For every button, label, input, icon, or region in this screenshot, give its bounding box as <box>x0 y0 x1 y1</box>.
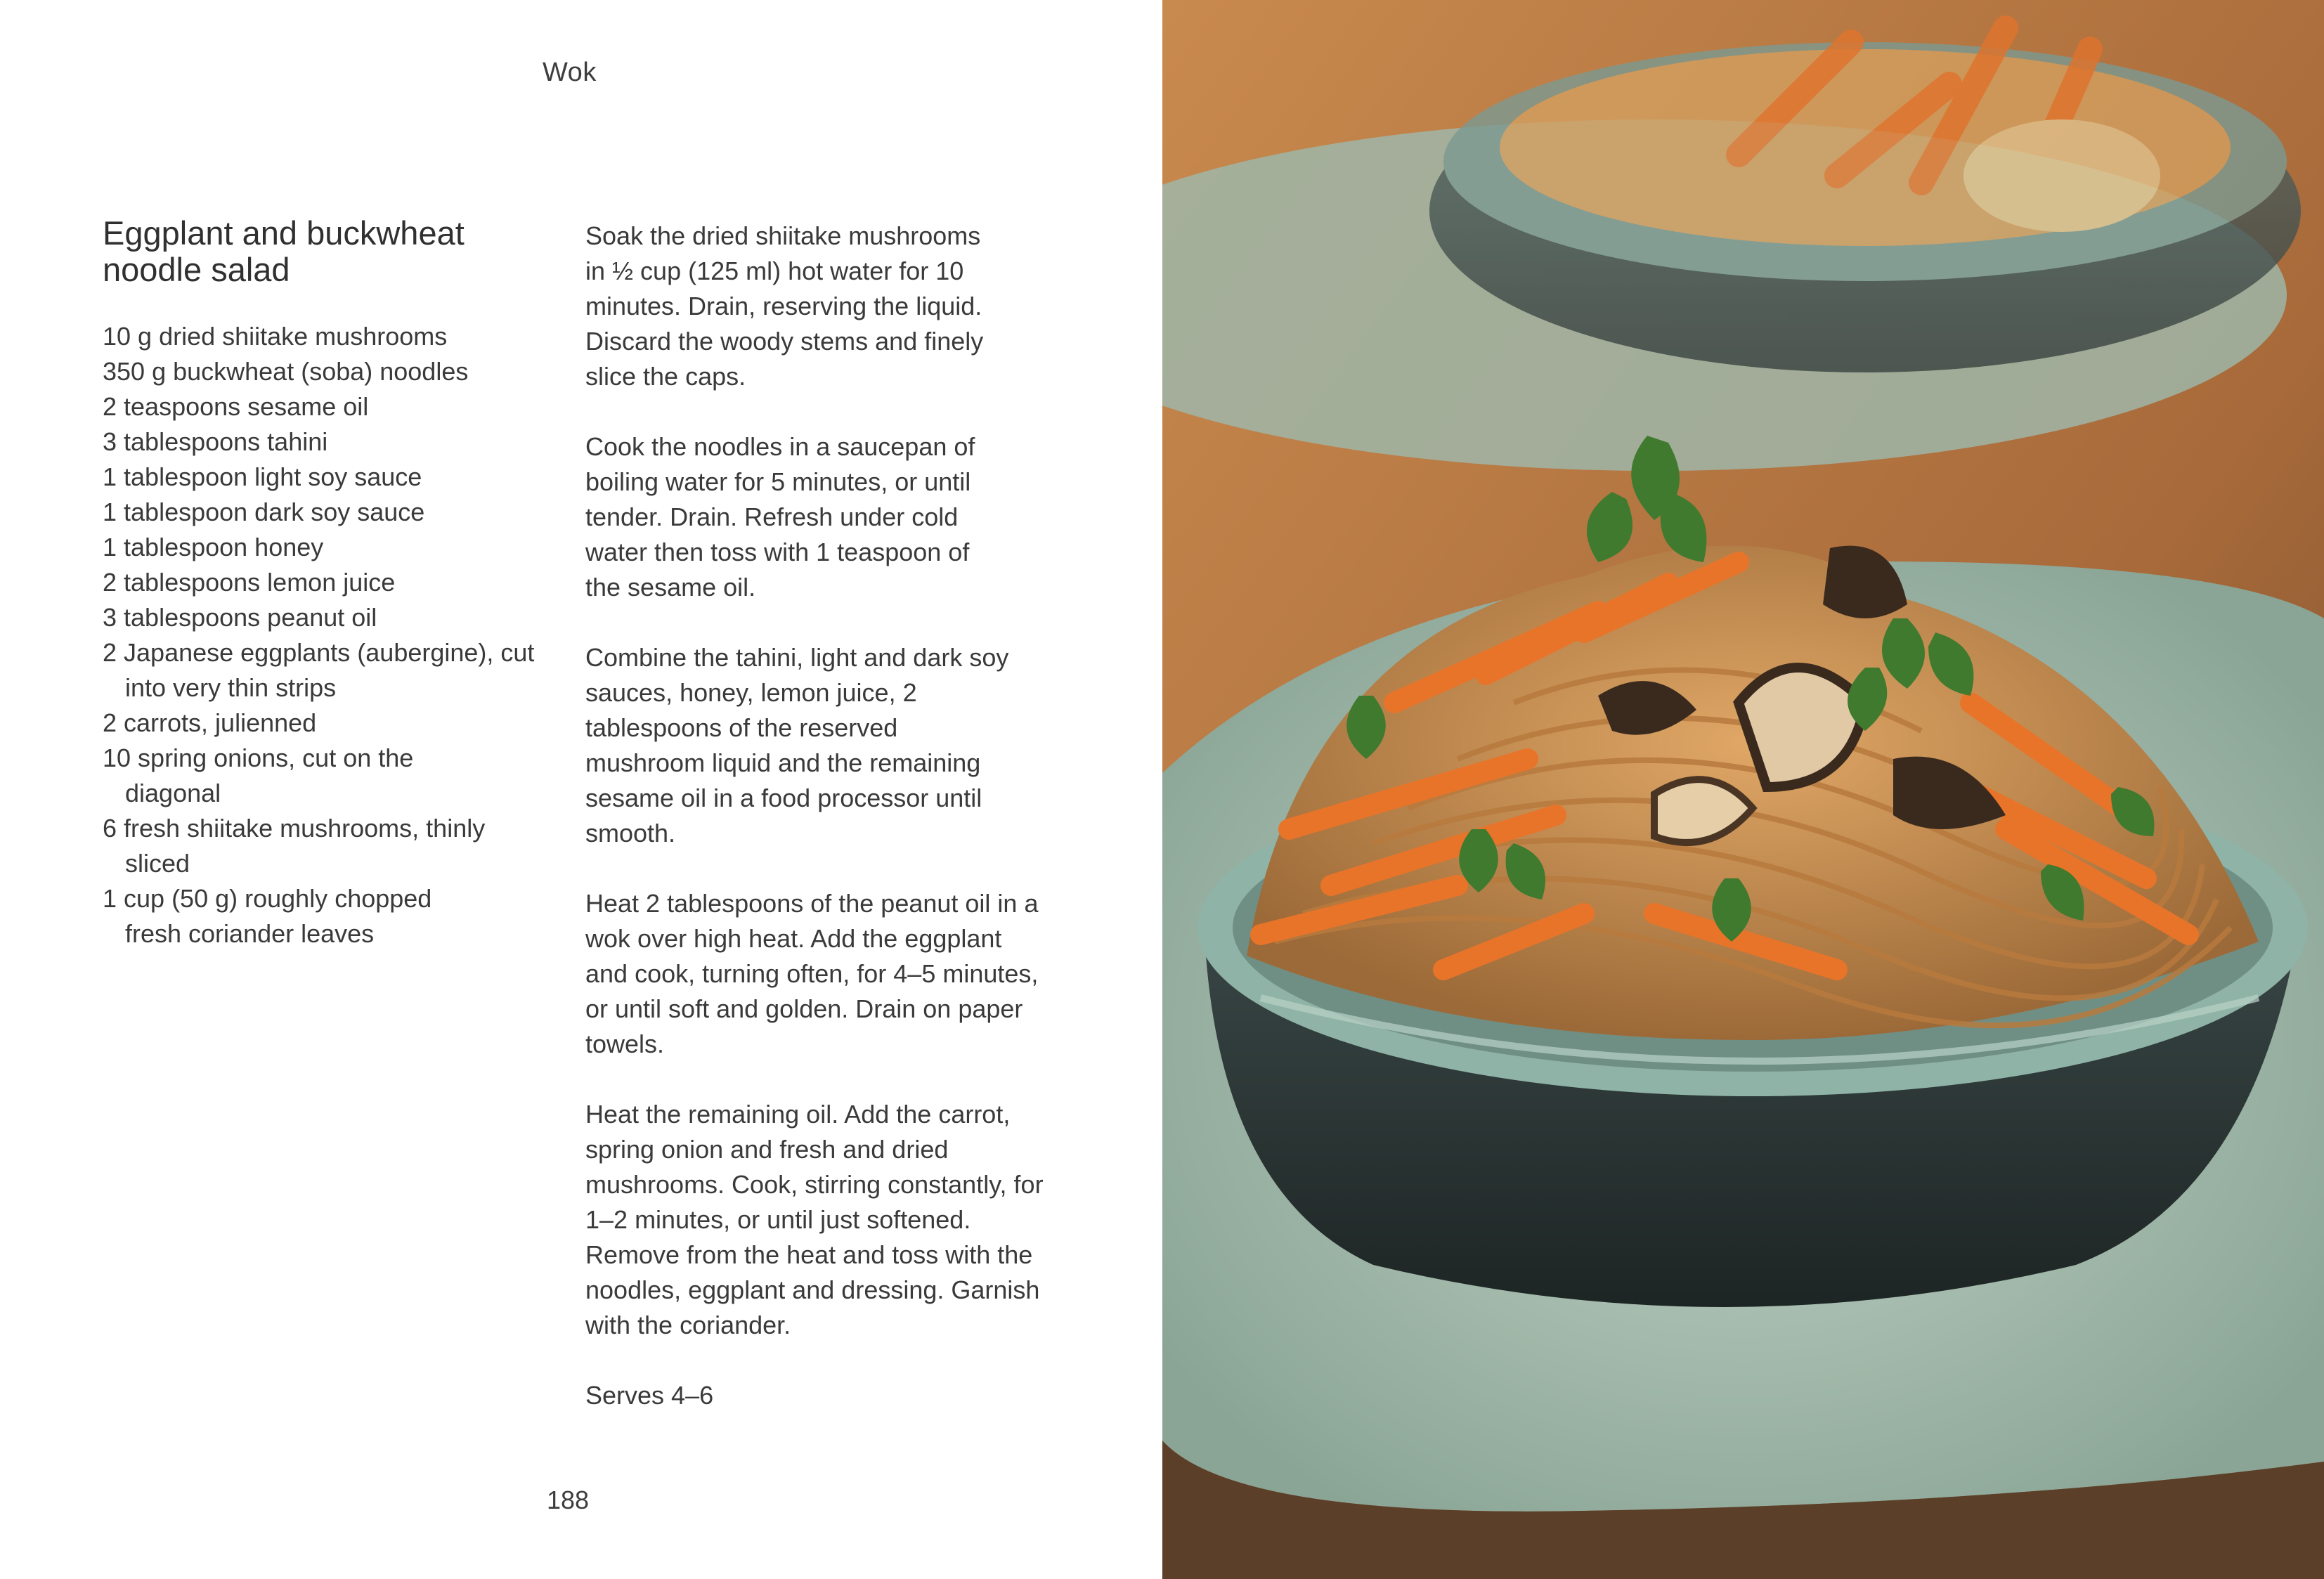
noodle-bowl-photo-icon <box>1162 0 2324 1579</box>
ingredient-item: 1 tablespoon light soy sauce <box>103 462 422 491</box>
ingredient-item: 6 fresh shiitake mushrooms, thinly sliced <box>103 814 486 878</box>
method-step: Soak the dried shiitake mushrooms in ½ cup (125 ml) hot water for 10 minutes. Drain, reserving the liquid. Discard the woody stems and finely slice the caps. <box>585 221 984 391</box>
method-text <box>585 219 1063 1448</box>
ingredient-item: 10 spring onions, cut on the diagonal <box>103 743 414 807</box>
ingredient-item: 10 g dried shiitake mushrooms <box>103 322 448 351</box>
ingredient-item: 2 carrots, julienned <box>103 708 317 737</box>
recipe-title-line-1: Eggplant and buckwheat <box>103 214 465 252</box>
ingredient-item: 1 cup (50 g) roughly chopped fresh coriander leaves <box>103 884 432 948</box>
ingredient-list <box>103 319 552 951</box>
ingredient-item: 2 Japanese eggplants (aubergine), cut into very thin strips <box>103 638 535 702</box>
recipe-title <box>103 215 552 288</box>
method-step: Cook the noodles in a saucepan of boiling water for 5 minutes, or until tender. Drain. Refresh under cold water then toss with 1 teaspoon of the sesame oil. <box>585 432 975 602</box>
serves-text: Serves 4–6 <box>585 1381 714 1410</box>
ingredient-item: 3 tablespoons tahini <box>103 427 328 456</box>
ingredient-item: 3 tablespoons peanut oil <box>103 603 377 632</box>
method-step: Heat 2 tablespoons of the peanut oil in a wok over high heat. Add the eggplant and cook, turning often, for 4–5 minutes, or until soft and golden. Drain on paper towels. <box>585 889 1039 1058</box>
noodle-bowl-photo <box>1162 0 2324 1579</box>
ingredient-item: 2 teaspoons sesame oil <box>103 392 369 421</box>
ingredient-item: 350 g buckwheat (soba) noodles <box>103 357 469 386</box>
ingredient-item: 2 tablespoons lemon juice <box>103 568 396 597</box>
ingredient-item: 1 tablespoon dark soy sauce <box>103 498 425 526</box>
method-step: Combine the tahini, light and dark soy sauces, honey, lemon juice, 2 tablespoons of the reserved mushroom liquid and the remaining sesame oil in a food processor until smooth. <box>585 643 1009 847</box>
page-number: 188 <box>547 1486 590 1514</box>
back-bowl <box>1429 28 2301 372</box>
method-step: Heat the remaining oil. Add the carrot, spring onion and fresh and dried mushrooms. Cook, stirring constantly, for 1–2 minutes, or until just softened. Remove from the heat and toss with the noodles, eggplant and dressing. Garnish with the coriander. <box>585 1100 1044 1339</box>
running-head: Wok <box>543 58 597 87</box>
ingredient-item: 1 tablespoon honey <box>103 533 324 561</box>
recipe-title-line-2: noodle salad <box>103 251 290 288</box>
